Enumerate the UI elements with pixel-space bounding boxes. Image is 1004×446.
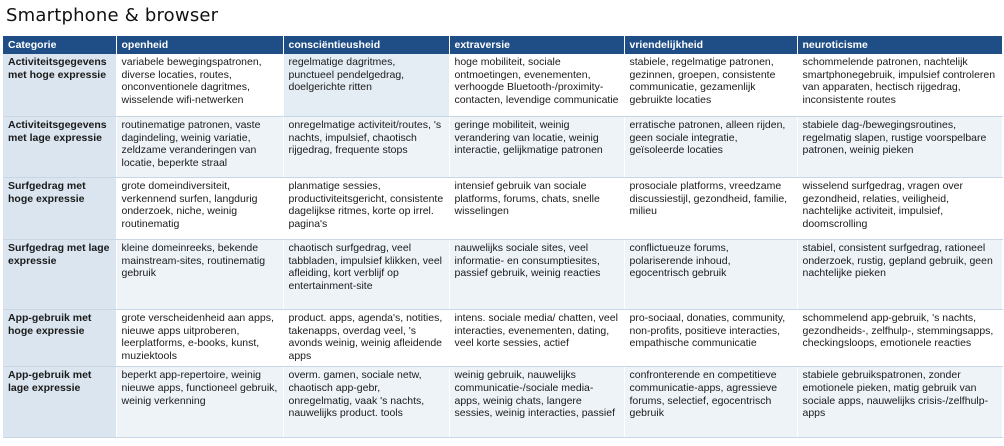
- table-cell: grote domeindiversiteit, verkennend surfen, langdurig onderzoek, niche, weinig routinematig: [116, 178, 283, 240]
- personality-table: [3, 36, 1003, 438]
- table-cell: stabiel, consistent surfgedrag, rationeel onderzoek, rustig, gepland gebruik, geen nachtelijke pieken: [797, 240, 1002, 310]
- table-cell: grote verscheidenheid aan apps, nieuwe apps uitproberen, leerplatforms, e-books, kunst, muziektools: [116, 310, 283, 367]
- table-row: [3, 310, 1002, 367]
- table-cell: schommelende patronen, nachtelijk smartphonegebruik, impulsief controleren van apparaten, hectisch rijgedrag, inconsistente routes: [797, 54, 1002, 117]
- table-cell: onregelmatige activiteit/routes, 's nachts, impulsief, chaotisch rijgedrag, frequente stops: [283, 117, 449, 178]
- row-category: App-gebruik met lage expressie: [3, 367, 116, 438]
- table-cell: product. apps, agenda's, notities, takenapps, overdag veel, 's avonds weinig, weinig afleidende apps: [283, 310, 449, 367]
- table-cell: chaotisch surfgedrag, veel tabbladen, impulsief klikken, veel afleiding, kort verblijf op entertainment-site: [283, 240, 449, 310]
- header-vriendelijkheid: vriendelijkheid: [624, 36, 797, 54]
- table-cell: pro-sociaal, donaties, community, non-profits, positieve interacties, empathische communicatie: [624, 310, 797, 367]
- table-cell: prosociale platforms, vreedzame discussiestijl, gezondheid, familie, milieu: [624, 178, 797, 240]
- table-row: [3, 117, 1002, 178]
- table-row: [3, 178, 1002, 240]
- row-category: Surfgedrag met lage expressie: [3, 240, 116, 310]
- table-cell: overm. gamen, sociale netw, chaotisch app-gebr, onregelmatig, vaak 's nachts, nauwelijks product. tools: [283, 367, 449, 438]
- table-cell: schommelend app-gebruik, 's nachts, gezondheids-, zelfhulp-, stemmingsapps, checkingsloops, emotionele reacties: [797, 310, 1002, 367]
- table-cell: kleine domeinreeks, bekende mainstream-sites, routinematig gebruik: [116, 240, 283, 310]
- table-cell: beperkt app-repertoire, weinig nieuwe apps, functioneel gebruik, weinig verkenning: [116, 367, 283, 438]
- table-cell: erratische patronen, alleen rijden, geen sociale integratie, geïsoleerde locaties: [624, 117, 797, 178]
- header-neuroticisme: neuroticisme: [797, 36, 1002, 54]
- row-category: Surfgedrag met hoge expressie: [3, 178, 116, 240]
- header-conscientieusheid: consciëntieusheid: [283, 36, 449, 54]
- row-category: Activiteitsgegevens met lage expressie: [3, 117, 116, 178]
- header-extraversie: extraversie: [449, 36, 624, 54]
- table-row: [3, 54, 1002, 117]
- row-category: Activiteitsgegevens met hoge expressie: [3, 54, 116, 117]
- table-cell: nauwelijks sociale sites, veel informatie- en consumptiesites, passief gebruik, weinig reacties: [449, 240, 624, 310]
- table-cell: stabiele dag-/bewegingsroutines, regelmatig slapen, rustige voorspelbare patronen, weinig pieken: [797, 117, 1002, 178]
- table-cell: geringe mobiliteit, weinig verandering van locatie, weinig interactie, gelijkmatige patronen: [449, 117, 624, 178]
- table-row: [3, 367, 1002, 438]
- table-cell: intens. sociale media/ chatten, veel interacties, evenementen, dating, veel korte sessies, actief: [449, 310, 624, 367]
- table-cell: stabiele gebruikspatronen, zonder emotionele pieken, matig gebruik van sociale apps, nauwelijks crisis-/zelfhulp-apps: [797, 367, 1002, 438]
- page-title: Smartphone & browser: [6, 5, 219, 26]
- table-cell: regelmatige dagritmes, punctueel pendelgedrag, doelgerichte ritten: [283, 54, 449, 117]
- header-row: [3, 36, 1002, 54]
- row-category: App-gebruik met hoge expressie: [3, 310, 116, 367]
- header-openheid: openheid: [116, 36, 283, 54]
- table-cell: confronterende en competitieve communicatie-apps, agressieve forums, selectief, egocentrisch gebruik: [624, 367, 797, 438]
- table-row: [3, 240, 1002, 310]
- table-cell: wisselend surfgedrag, vragen over gezondheid, relaties, veiligheid, nachtelijke activiteit, impulsief, doomscrolling: [797, 178, 1002, 240]
- header-categorie: Categorie: [3, 36, 116, 54]
- table-cell: intensief gebruik van sociale platforms, forums, chats, snelle wisselingen: [449, 178, 624, 240]
- table-cell: stabiele, regelmatige patronen, gezinnen, groepen, consistente communicatie, gezamenlijk gebruikte locaties: [624, 54, 797, 117]
- table-cell: routinematige patronen, vaste dagindeling, weinig variatie, zeldzame veranderingen van locatie, beperkte straal: [116, 117, 283, 178]
- table-cell: hoge mobiliteit, sociale ontmoetingen, evenementen, verhoogde Bluetooth-/proximity-contacten, levendige communicatie: [449, 54, 624, 117]
- table-cell: conflictueuze forums, polariserende inhoud, egocentrisch gebruik: [624, 240, 797, 310]
- table-cell: planmatige sessies, productiviteitsgericht, consistente dagelijkse ritmes, korte op irrel. pagina's: [283, 178, 449, 240]
- table-cell: variabele bewegingspatronen, diverse locaties, routes, onconventionele dagritmes, wisselende wifi-netwerken: [116, 54, 283, 117]
- table-cell: weinig gebruik, nauwelijks communicatie-/sociale media-apps, weinig chats, langere sessies, weinig interacties, passief: [449, 367, 624, 438]
